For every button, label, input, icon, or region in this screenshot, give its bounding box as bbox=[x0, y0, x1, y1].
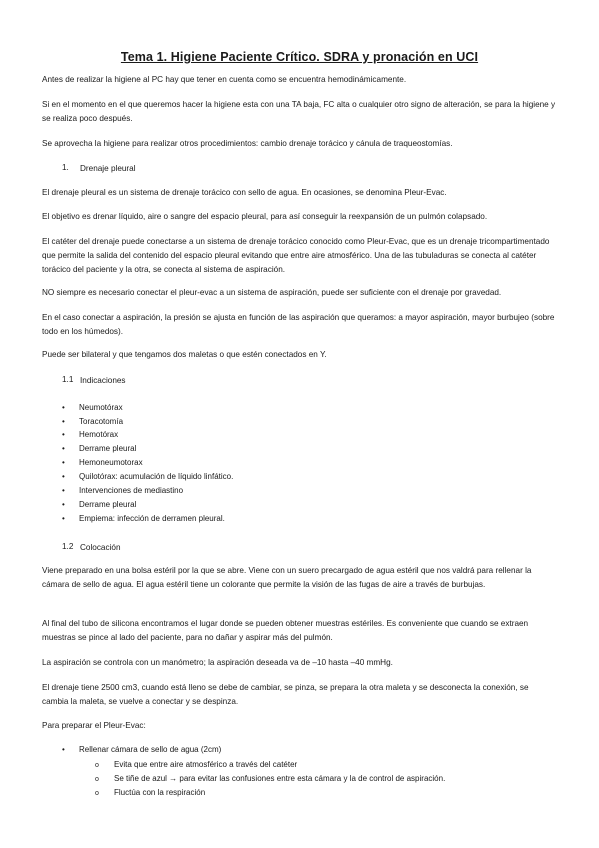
indicacion-item bbox=[62, 499, 136, 511]
prep-list-item bbox=[62, 744, 221, 756]
indicacion-item bbox=[62, 429, 118, 441]
indicacion-item bbox=[62, 471, 233, 483]
colocacion-paragraph-1: Viene preparado en una bolsa estéril por la que se abre. Viene con un suero precargado de agua estéril que nos valdrá para rellenar la cámara de sello de agua. El agua estéril tiene un colorante que permite la visión de las fugas de aire a través de burbujas. bbox=[42, 566, 532, 589]
bullet-icon: • bbox=[62, 486, 65, 495]
intro-paragraph-2: Si en el momento en el que queremos hacer la higiene esta con una TA baja, FC alta o cualquier otro signo de alteración, se para la higiene y se realiza poco después. bbox=[42, 100, 556, 123]
indicacion-text: Quilotórax: acumulación de líquido linfático. bbox=[79, 472, 234, 481]
circle-bullet-icon: o bbox=[95, 790, 99, 797]
subsection-1-2-number: 1.2 bbox=[62, 542, 74, 551]
bullet-icon: • bbox=[62, 458, 65, 467]
section-1-number: 1. bbox=[62, 163, 69, 172]
bullet-icon: • bbox=[62, 444, 65, 453]
prep-item-text: Rellenar cámara de sello de agua (2cm) bbox=[79, 745, 222, 754]
indicacion-item bbox=[62, 457, 143, 469]
page-title: Tema 1. Higiene Paciente Crítico. SDRA y pronación en UCI bbox=[120, 50, 479, 64]
colocacion-paragraph-5: Para preparar el Pleur-Evac: bbox=[42, 721, 146, 730]
bullet-icon: • bbox=[62, 430, 65, 439]
prep-sub-text: Evita que entre aire atmosférico a través del catéter bbox=[114, 760, 298, 769]
drenaje-paragraph-2: El objetivo es drenar líquido, aire o sangre del espacio pleural, para así conseguir la reexpansión de un pulmón colapsado. bbox=[42, 212, 488, 221]
subsection-1-2-heading: Colocación bbox=[80, 543, 121, 552]
prep-sub-item bbox=[95, 773, 445, 786]
indicacion-text: Empiema: infección de derramen pleural. bbox=[79, 514, 225, 523]
colocacion-paragraph-3: La aspiración se controla con un manómetro; la aspiración deseada va de –10 hasta –40 mmHg. bbox=[42, 658, 393, 667]
bullet-icon: • bbox=[62, 500, 65, 509]
indicacion-text: Hemoneumotorax bbox=[79, 458, 143, 467]
prep-sub-item bbox=[95, 787, 205, 800]
prep-sub-text: Se tiñe de azul → para evitar las confusiones entre esta cámara y la de control de aspiración. bbox=[114, 774, 446, 783]
indicacion-text: Derrame pleural bbox=[79, 444, 137, 453]
indicacion-text: Toracotomía bbox=[79, 417, 124, 426]
bullet-icon: • bbox=[62, 514, 65, 523]
drenaje-paragraph-5: En el caso conectar a aspiración, la presión se ajusta en función de las aspiración que queramos: a mayor aspiración, mayor burbujeo (sobre todo en los húmedos). bbox=[42, 313, 555, 336]
indicacion-text: Neumotórax bbox=[79, 403, 123, 412]
indicacion-item bbox=[62, 416, 123, 428]
indicacion-item bbox=[62, 485, 183, 497]
subsection-1-1-number: 1.1 bbox=[62, 375, 74, 384]
section-1-heading: Drenaje pleural bbox=[80, 164, 136, 173]
indicacion-item bbox=[62, 402, 123, 414]
indicacion-item bbox=[62, 443, 136, 455]
prep-sub-item bbox=[95, 759, 297, 772]
indicacion-text: Hemotórax bbox=[79, 430, 119, 439]
circle-bullet-icon: o bbox=[95, 762, 99, 769]
indicacion-text: Intervenciones de mediastino bbox=[79, 486, 184, 495]
colocacion-paragraph-4: El drenaje tiene 2500 cm3, cuando está lleno se debe de cambiar, se pinza, se prepara la otra maleta y se desconecta la conexión, se cambia la maleta, se vuelve a conectar y se despinza. bbox=[42, 683, 529, 706]
bullet-icon: • bbox=[62, 745, 65, 754]
bullet-icon: • bbox=[62, 417, 65, 426]
indicacion-item bbox=[62, 513, 225, 525]
intro-paragraph-3: Se aprovecha la higiene para realizar otros procedimientos: cambio drenaje torácico y cánula de traqueostomías. bbox=[42, 139, 453, 148]
circle-bullet-icon: o bbox=[95, 776, 99, 783]
drenaje-paragraph-6: Puede ser bilateral y que tengamos dos maletas o que estén conectados en Y. bbox=[42, 350, 327, 359]
drenaje-paragraph-4: NO siempre es necesario conectar el pleur-evac a un sistema de aspiración, puede ser suficiente con el drenaje por gravedad. bbox=[42, 288, 502, 297]
indicacion-text: Derrame pleural bbox=[79, 500, 137, 509]
bullet-icon: • bbox=[62, 403, 65, 412]
colocacion-paragraph-2: Al final del tubo de silicona encontramos el lugar donde se pueden obtener muestras estériles. Es conveniente que cuando se extraen muestras se pince al lado del paciente, para no dañar y aspirar más del pulmón. bbox=[42, 619, 529, 642]
drenaje-paragraph-1: El drenaje pleural es un sistema de drenaje torácico con sello de agua. En ocasiones, se denomina Pleur-Evac. bbox=[42, 188, 447, 197]
drenaje-paragraph-3: El catéter del drenaje puede conectarse a un sistema de drenaje torácico conocido como Pleur-Evac, que es un drenaje tricompartimentado que permite la salida del contenido del espacio pleural evitando que entre aire atmosférico. Una de las tubuladuras se conecta al catéter torácico del paciente y la otra, se conecta al sistema de aspiración. bbox=[42, 237, 550, 274]
subsection-1-1-heading: Indicaciones bbox=[80, 376, 126, 385]
intro-paragraph-1: Antes de realizar la higiene al PC hay que tener en cuenta como se encuentra hemodinámicamente. bbox=[42, 75, 407, 84]
bullet-icon: • bbox=[62, 472, 65, 481]
prep-sub-text: Fluctúa con la respiración bbox=[114, 788, 206, 797]
